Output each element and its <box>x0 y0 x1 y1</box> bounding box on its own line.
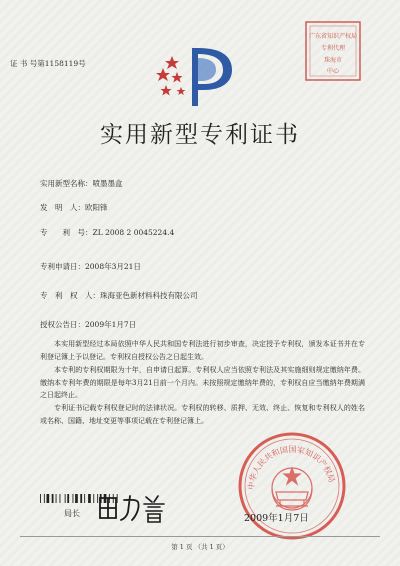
barcode-bar <box>84 494 85 503</box>
page-footer: 第 1 页 （共 1 页） <box>171 543 229 551</box>
barcode-bar <box>40 494 41 503</box>
patentee-label: 专 利 权 人： <box>40 291 100 300</box>
certificate-number-label: 证 书 号第 <box>10 59 45 68</box>
barcode-bar <box>67 494 69 503</box>
svg-text:珠海市: 珠海市 <box>323 57 343 64</box>
barcode-bar <box>75 494 78 503</box>
barcode-bar <box>47 494 50 503</box>
patent-number-label: 专 利 号： <box>40 228 93 237</box>
field-utility-model-name <box>40 178 123 189</box>
paragraph-term-fees: 本专利的专利权期限为十年，自申请日起算。专利权人应当依照专利法及其实施细则规定缴纳年费。缴纳本专利年费的期限是每年3月21日前一个月内。未按照规定缴纳年费的，专利权自应当缴纳年费期满之日起终止。 <box>40 366 365 399</box>
barcode-bar <box>52 494 54 503</box>
announcement-date-value: 2009年1月7日 <box>85 320 137 329</box>
director-signature <box>94 490 174 524</box>
svg-text:中心: 中心 <box>326 68 340 75</box>
inventor-value: 欧阳锋 <box>85 203 108 212</box>
utility-model-name-value: 喷墨墨盒 <box>92 179 123 188</box>
agency-stamp-icon <box>304 20 362 82</box>
barcode-bar <box>60 494 61 503</box>
issue-date: 2009年1月7日 <box>244 513 309 524</box>
barcode-bar <box>65 494 66 503</box>
barcode-bar <box>73 494 74 503</box>
barcode-bar <box>56 494 57 503</box>
svg-text:中华人民共和国国家知识产权局 <box>246 444 336 490</box>
filing-date-label: 专利申请日： <box>40 262 85 271</box>
official-seal-icon <box>236 430 348 542</box>
patentee-value: 珠海亚色新材料科技有限公司 <box>100 291 198 300</box>
footer-divider <box>20 536 380 537</box>
svg-text:专利代理: 专利代理 <box>320 45 346 52</box>
patent-number-value: ZL 2008 2 0045224.4 <box>92 228 175 237</box>
field-filing-date <box>40 261 141 272</box>
field-patentee <box>40 290 198 301</box>
inventor-label: 发 明 人： <box>40 203 85 212</box>
utility-model-name-label: 实用新型名称： <box>40 179 93 188</box>
barcode-bar <box>80 494 82 503</box>
field-announcement-date <box>40 319 136 330</box>
director-label: 局长 <box>64 509 80 518</box>
seal-ring-text: 中华人民共和国国家知识产权局 <box>246 444 337 491</box>
page-title: 实用新型专利证书 <box>100 122 300 148</box>
announcement-date-label: 授权公告日： <box>40 320 85 329</box>
patent-office-logo-icon <box>152 42 238 112</box>
barcode-bar <box>88 494 91 503</box>
filing-date-value: 2008年3月21日 <box>85 262 141 271</box>
certificate-number <box>10 58 86 69</box>
svg-text:广东省知识产权局: 广东省知识产权局 <box>308 33 358 40</box>
field-patent-number <box>40 227 174 238</box>
paragraph-legal-status: 专利证书记载专利权登记时的法律状况。专利权的转移、质押、无效、终止、恢复和专利权人的姓名或名称、国籍、地址变更等事项记载在专利登记簿上。 <box>40 404 365 425</box>
barcode-bar <box>44 494 45 503</box>
paragraph-grant: 本实用新型经过本局依照中华人民共和国专利法进行初步审查，决定授予专利权，颁发本证书并在专利登记簿上予以登记。专利权自授权公告之日起生效。 <box>40 340 365 361</box>
certificate-number-value: 1158119 <box>44 59 79 68</box>
certificate-number-suffix: 号 <box>78 59 86 68</box>
field-inventor <box>40 202 108 213</box>
